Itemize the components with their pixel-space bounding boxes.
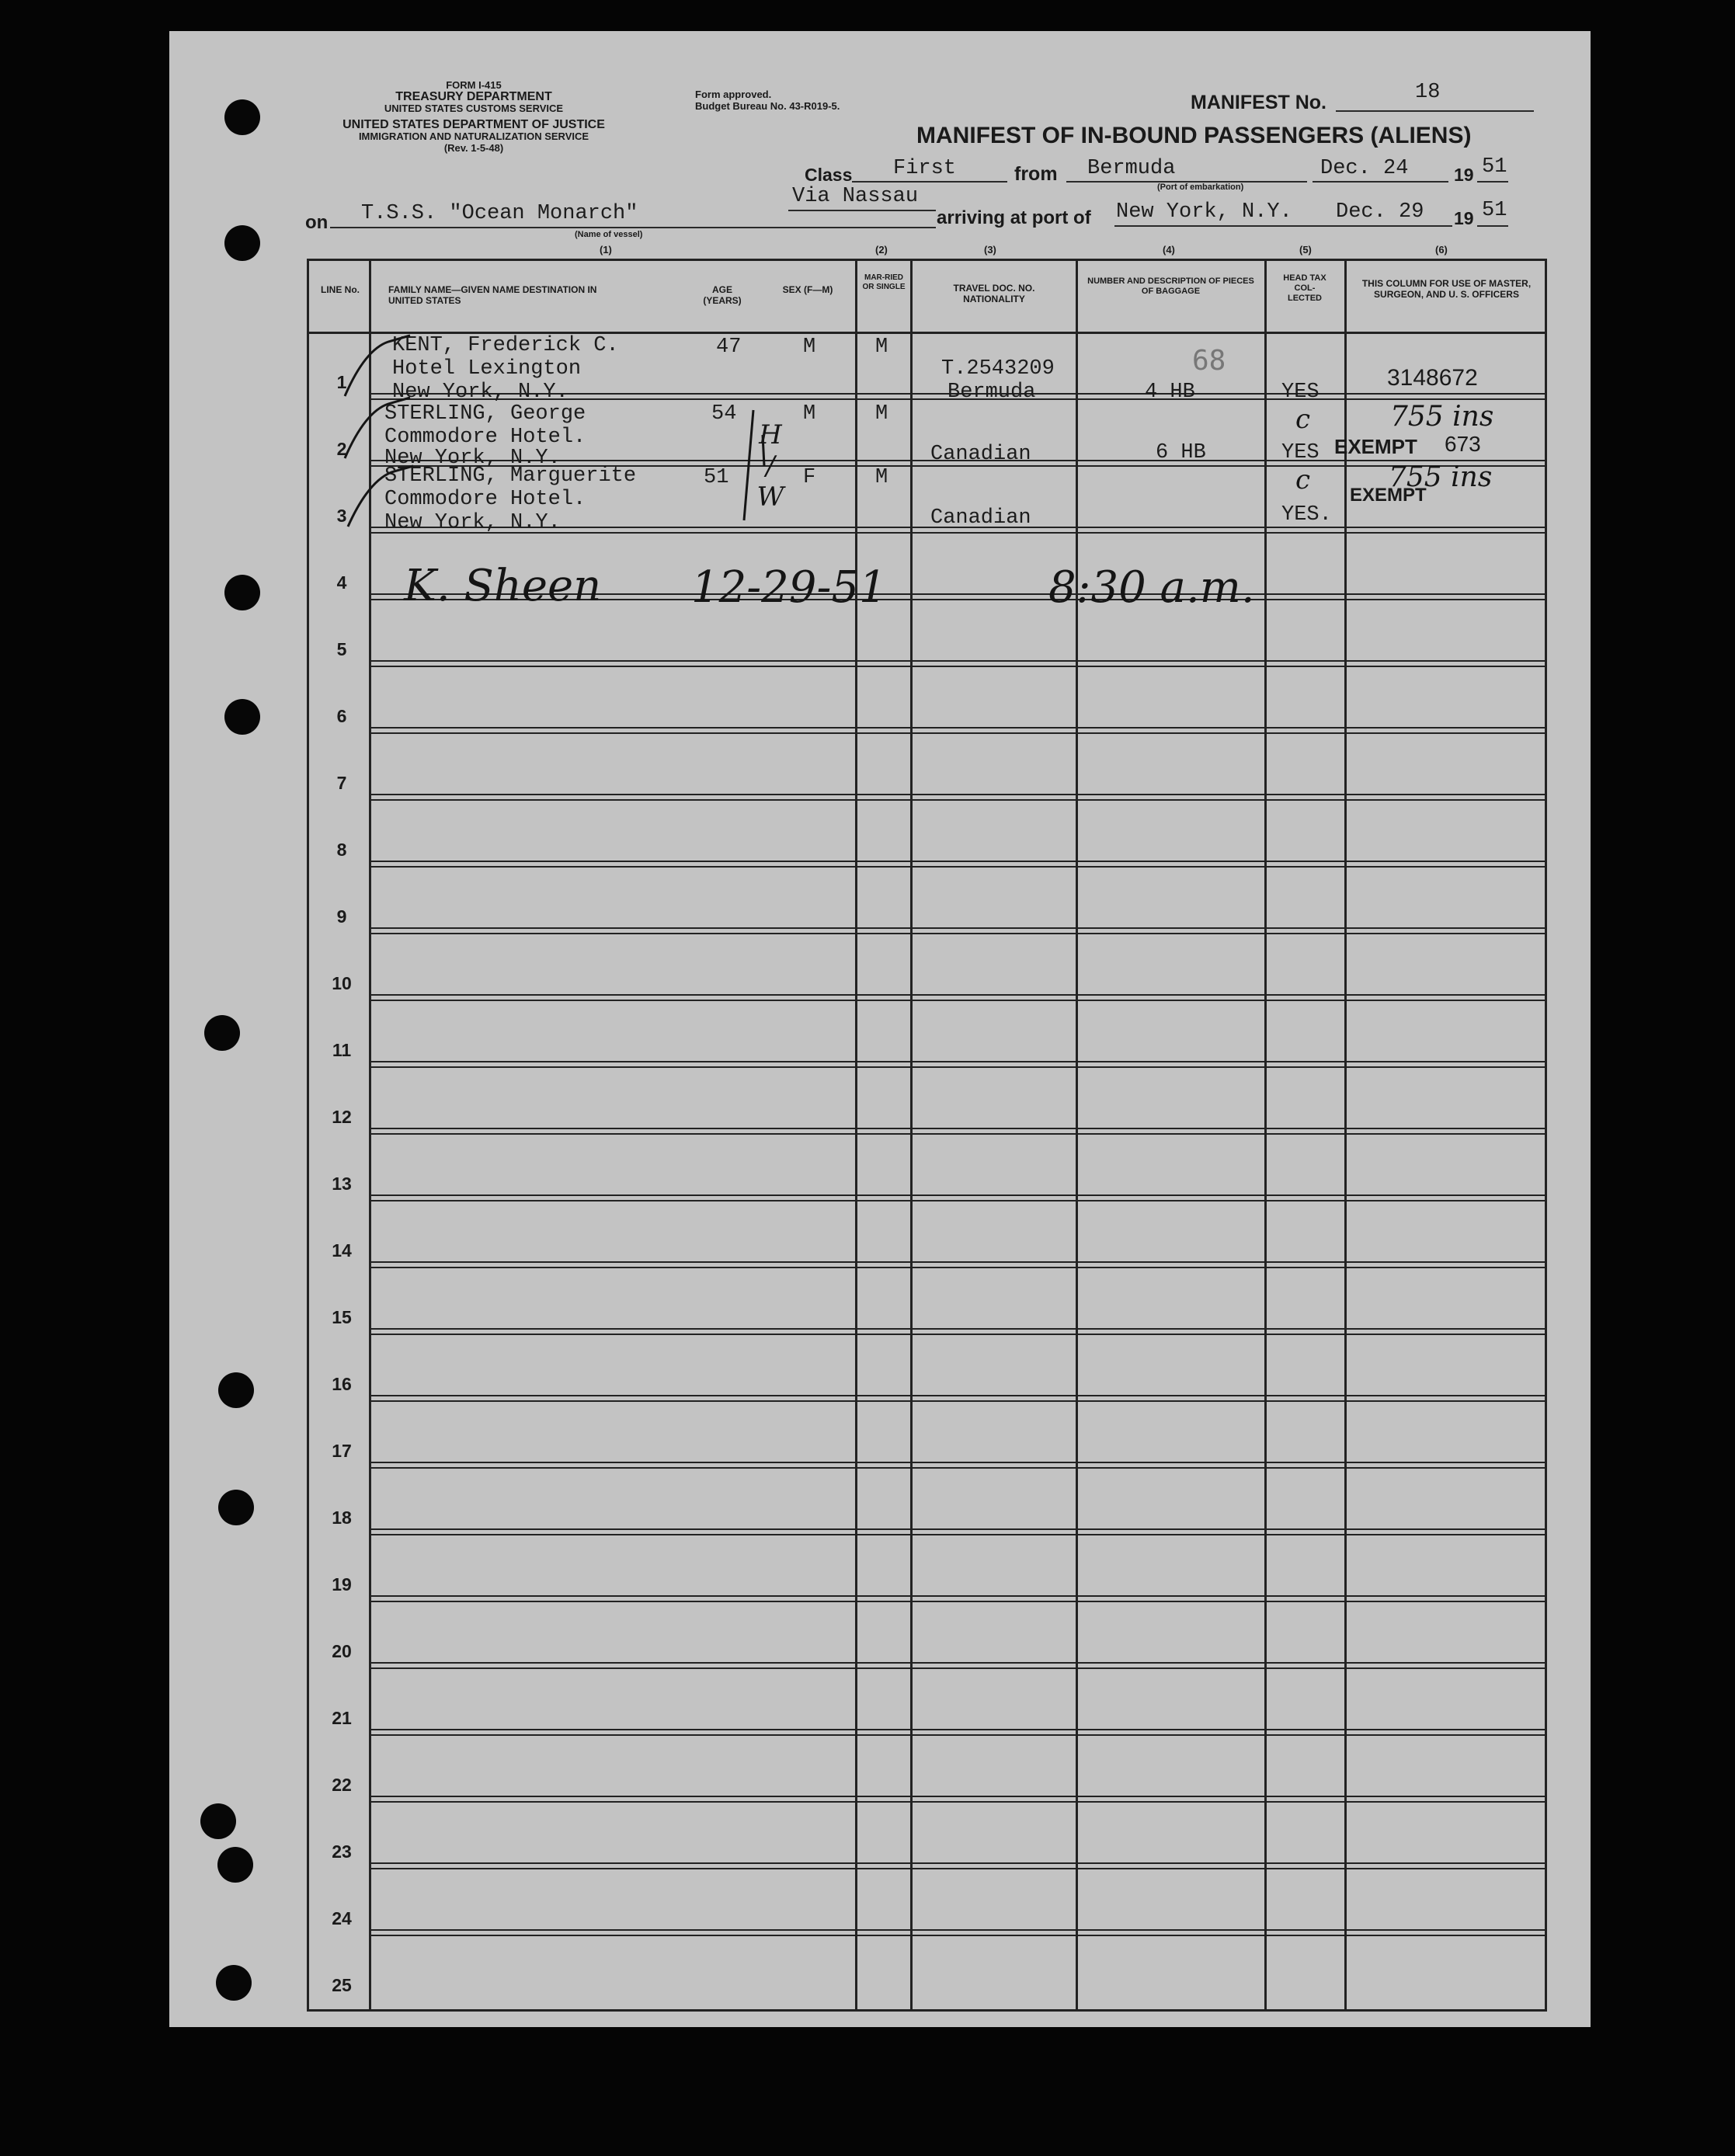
line-number: 16: [332, 1374, 352, 1394]
row-divider: [369, 1534, 1547, 1535]
baggage-annotation: 68: [1192, 345, 1226, 377]
form-number: FORM I-415: [446, 79, 502, 91]
budget-bureau: Budget Bureau No. 43-R019-5.: [695, 100, 840, 112]
passenger-nationality: Canadian: [930, 443, 1031, 466]
col-number-4: (4): [1163, 244, 1175, 256]
inspection-time: 8:30 a.m.: [1048, 562, 1255, 613]
head-tax-collected: YES: [1281, 441, 1320, 464]
line-number: 17: [332, 1441, 352, 1461]
row-divider: [369, 1334, 1547, 1335]
line-number: 9: [336, 906, 347, 927]
binder-hole: [204, 1015, 240, 1051]
officer-note: 755 ins: [1389, 461, 1493, 493]
row-divider: [369, 1467, 1547, 1469]
row-divider: [369, 1267, 1547, 1268]
passenger-married: M: [875, 402, 888, 426]
binder-hole: [200, 1803, 236, 1839]
on-label: on: [305, 212, 329, 233]
passenger-age: 51: [704, 466, 729, 489]
passenger-nationality: Bermuda: [947, 381, 1036, 404]
line-number: 15: [332, 1307, 352, 1327]
row-divider: [369, 1667, 1547, 1669]
row-subdivider: [369, 861, 1547, 862]
passenger-age: 47: [716, 336, 742, 359]
manifest-number: 18: [1415, 81, 1441, 104]
line-number: 18: [332, 1507, 352, 1528]
col-header-travel-doc: TRAVEL DOC. NO. NATIONALITY: [953, 283, 1035, 304]
line-number: 6: [336, 706, 347, 726]
row-subdivider: [369, 1595, 1547, 1597]
line-number: 19: [332, 1574, 352, 1594]
line-number: 21: [332, 1708, 352, 1728]
customs-label: UNITED STATES CUSTOMS SERVICE: [384, 103, 564, 114]
head-tax-mark: c: [1295, 404, 1311, 435]
row-divider: [369, 1935, 1547, 1936]
col-header-officers: THIS COLUMN FOR USE OF MASTER, SURGEON, AND U. S. OFFICERS: [1361, 278, 1532, 300]
row-divider: [369, 1133, 1547, 1135]
col-number-3: (3): [984, 244, 996, 256]
row-subdivider: [369, 1729, 1547, 1730]
passenger-name: KENT, Frederick C.: [392, 334, 619, 357]
officer-number: 3148672: [1387, 365, 1478, 391]
row-divider: [369, 1000, 1547, 1001]
row-subdivider: [369, 994, 1547, 996]
row-subdivider: [369, 1929, 1547, 1931]
officer-exempt: EXEMPT: [1350, 485, 1427, 506]
ins-label: IMMIGRATION AND NATURALIZATION SERVICE: [358, 130, 589, 142]
line-number: 12: [332, 1107, 352, 1127]
passenger-dest-city: New York, N.Y.: [384, 447, 561, 470]
line-number: 20: [332, 1641, 352, 1661]
passenger-dest-city: New York, N.Y.: [392, 381, 568, 404]
passenger-nationality: Canadian: [930, 506, 1031, 530]
row-subdivider: [369, 1528, 1547, 1530]
passenger-age: 54: [711, 402, 737, 426]
passenger-name: STERLING, Marguerite: [384, 464, 637, 488]
binder-hole: [216, 1965, 252, 2001]
officer-exempt: EXEMPT: [1334, 435, 1417, 458]
agency-block: [303, 79, 645, 154]
line-number: 24: [332, 1908, 352, 1928]
via-port: Via Nassau: [792, 185, 919, 208]
baggage-count: 4 HB: [1145, 381, 1195, 404]
justice-label: UNITED STATES DEPARTMENT OF JUSTICE: [342, 118, 605, 131]
col-header-name: FAMILY NAME—GIVEN NAME DESTINATION IN UNITED STATES: [388, 284, 597, 306]
col-number-1: (1): [600, 244, 612, 256]
col-number-2: (2): [875, 244, 888, 256]
from-label: from: [1014, 163, 1058, 185]
row-divider: [369, 1868, 1547, 1869]
passenger-dest-hotel: Hotel Lexington: [392, 357, 582, 381]
arrival-date: Dec. 29: [1336, 200, 1424, 224]
check-marks: [334, 326, 443, 528]
officer-note: 755 ins: [1390, 401, 1494, 433]
row-subdivider: [369, 1328, 1547, 1330]
row-subdivider: [369, 660, 1547, 662]
binder-hole: [224, 99, 260, 135]
row-subdivider: [369, 927, 1547, 929]
col-header-sex: SEX (F—M): [782, 284, 833, 295]
binder-hole: [224, 699, 260, 735]
binder-hole: [217, 1847, 253, 1883]
line-number: 7: [336, 773, 347, 793]
line-number: 14: [332, 1240, 352, 1261]
line-number: 23: [332, 1841, 352, 1862]
passenger-sex: M: [803, 402, 816, 426]
manifest-no-label: MANIFEST No.: [1191, 92, 1326, 113]
from-value: Bermuda: [1087, 157, 1176, 180]
line-number: 11: [332, 1040, 352, 1060]
row-subdivider: [369, 1061, 1547, 1062]
treasury-label: TREASURY DEPARTMENT: [395, 90, 552, 103]
line-number: 5: [336, 639, 347, 659]
head-tax-collected: YES.: [1281, 503, 1332, 527]
passenger-dest-city: New York, N.Y.: [384, 511, 561, 534]
revision-label: (Rev. 1-5-48): [443, 142, 504, 154]
row-divider: [369, 866, 1547, 868]
row-divider: [369, 1066, 1547, 1068]
row-divider: [369, 1601, 1547, 1602]
row-divider: [369, 1734, 1547, 1736]
row-divider: [369, 732, 1547, 734]
line-number: 25: [332, 1975, 352, 1995]
row-subdivider: [369, 794, 1547, 795]
travel-doc-number: T.2543209: [941, 357, 1055, 381]
manifest-title: MANIFEST OF IN-BOUND PASSENGERS (ALIENS): [916, 123, 1472, 148]
line-number: 2: [336, 439, 347, 459]
binder-hole: [218, 1490, 254, 1525]
line-number: 22: [332, 1775, 352, 1795]
row-subdivider: [369, 1662, 1547, 1664]
row-divider: [369, 1400, 1547, 1402]
inspection-date: 12-29-51: [691, 562, 887, 613]
embark-date: Dec. 24: [1320, 157, 1409, 180]
year-prefix: 19: [1454, 165, 1474, 185]
passenger-married: M: [875, 466, 888, 489]
row-subdivider: [369, 1261, 1547, 1263]
col-header-line: LINE No.: [321, 284, 360, 295]
head-tax-collected: YES: [1281, 381, 1320, 404]
row-subdivider: [369, 1862, 1547, 1864]
binder-hole: [218, 1372, 254, 1408]
row-divider: [369, 933, 1547, 934]
row-subdivider: [369, 1194, 1547, 1196]
row-subdivider: [369, 727, 1547, 729]
arriving-label: arriving at port of: [937, 207, 1091, 228]
row-subdivider: [369, 1796, 1547, 1797]
col-header-baggage: NUMBER AND DESCRIPTION OF PIECES OF BAGGAGE: [1087, 276, 1254, 296]
head-tax-mark: c: [1295, 464, 1311, 496]
row-subdivider: [369, 1395, 1547, 1396]
row-divider: [369, 666, 1547, 667]
col-header-married: MAR-RIED OR SINGLE: [862, 273, 906, 291]
row-subdivider: [369, 1128, 1547, 1129]
passenger-married: M: [875, 336, 888, 359]
vessel-name: T.S.S. "Ocean Monarch": [361, 202, 638, 225]
form-approved: Form approved. Budget Bureau No. 43-R019-5.: [695, 89, 840, 112]
arrival-year: 51: [1482, 199, 1507, 222]
class-label: Class: [805, 165, 853, 185]
line-number: 1: [336, 372, 347, 392]
binder-hole: [224, 225, 260, 261]
passenger-dest-hotel: Commodore Hotel.: [384, 426, 586, 449]
line-number: 8: [336, 840, 347, 860]
passenger-sex: M: [803, 336, 816, 359]
passenger-name: STERLING, George: [384, 402, 586, 426]
line-number: 10: [332, 973, 352, 993]
line-number: 13: [332, 1174, 352, 1194]
col-header-age: AGE (YEARS): [703, 284, 742, 306]
row-divider: [369, 1801, 1547, 1803]
binder-hole: [224, 575, 260, 610]
embark-year: 51: [1482, 155, 1507, 179]
class-value: First: [893, 157, 957, 180]
family-mark: H / W: [756, 419, 784, 513]
row-divider: [369, 799, 1547, 801]
col-number-6: (6): [1435, 244, 1448, 256]
baggage-count: 6 HB: [1156, 441, 1206, 464]
col-number-5: (5): [1299, 244, 1312, 256]
arrival-port: New York, N.Y.: [1116, 200, 1292, 224]
officer-number: 673: [1445, 432, 1481, 456]
vessel-caption: (Name of vessel): [575, 230, 643, 239]
line-number: 4: [336, 572, 347, 593]
passenger-dest-hotel: Commodore Hotel.: [384, 488, 586, 511]
row-divider: [369, 1200, 1547, 1201]
col-header-head-tax: HEAD TAX COL-LECTED: [1283, 273, 1326, 303]
year-prefix-2: 19: [1454, 208, 1474, 228]
inspector-signature: K. Sheen: [404, 561, 602, 611]
row-subdivider: [369, 1462, 1547, 1463]
line-number: 3: [336, 506, 347, 526]
port-caption: (Port of embarkation): [1157, 183, 1244, 192]
passenger-sex: F: [803, 466, 816, 489]
